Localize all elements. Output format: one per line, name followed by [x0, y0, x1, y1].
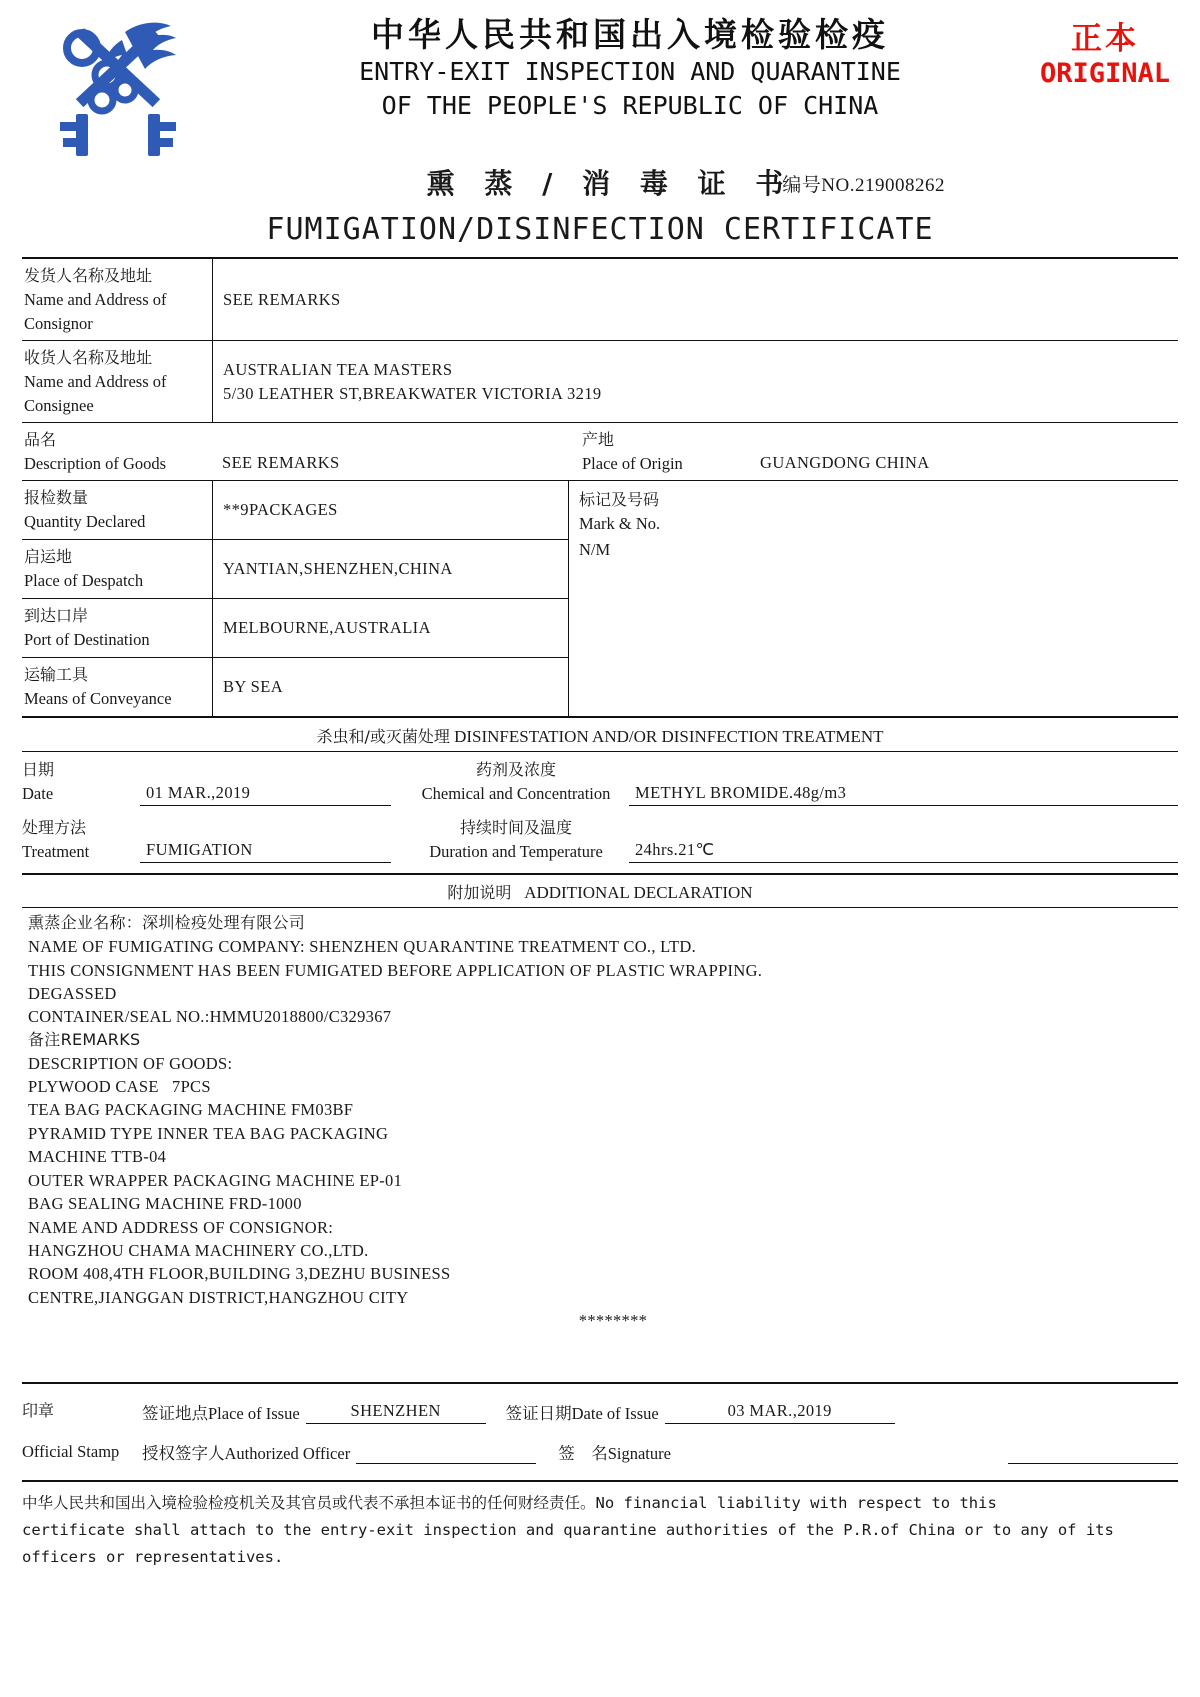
- authorized-officer-label: 授权签字人Authorized Officer: [142, 1444, 351, 1464]
- quantity-label-en: Quantity Declared: [24, 511, 146, 531]
- place-of-issue-value: SHENZHEN: [306, 1401, 486, 1424]
- field-consignor: [22, 259, 1178, 341]
- conveyance-label-en: Means of Conveyance: [24, 688, 172, 708]
- declaration-line: DEGASSED: [28, 984, 117, 1004]
- document-title-cn: 熏 蒸 / 消 毒 证 书: [426, 167, 794, 200]
- additional-declaration-title-en: ADDITIONAL DECLARATION: [524, 883, 753, 903]
- signature-row-issue: [22, 1398, 1178, 1424]
- treatment-method-label: [22, 816, 140, 864]
- consignor-value-text: SEE REMARKS: [223, 290, 341, 310]
- consignee-value-line2: 5/30 LEATHER ST,BREAKWATER VICTORIA 3219: [223, 384, 602, 404]
- consignee-label: [22, 341, 212, 422]
- destination-value-text: MELBOURNE,AUSTRALIA: [223, 618, 431, 638]
- treatment-date-label-cn: 日期: [22, 759, 55, 779]
- declaration-line: TEA BAG PACKAGING MACHINE FM03BF: [28, 1100, 354, 1120]
- field-goods-origin: [22, 423, 1178, 481]
- treatment-row-method: [22, 816, 1178, 864]
- quantity-value: [212, 481, 568, 539]
- mark-value-text: N/M: [579, 539, 611, 559]
- consignor-label: [22, 259, 212, 340]
- goods-label-en: Description of Goods: [24, 453, 167, 473]
- treatment-chemical-label: [391, 758, 629, 806]
- consignee-value: [212, 341, 1178, 422]
- treatment-section-title-en: DISINFESTATION AND/OR DISINFECTION TREATMENT: [454, 726, 884, 746]
- treatment-duration-label-cn: 持续时间及温度: [459, 817, 572, 837]
- field-goods: [22, 423, 570, 480]
- mark-label-cn: 标记及号码: [579, 489, 660, 509]
- goods-value: [212, 445, 570, 480]
- conveyance-value: [212, 658, 568, 716]
- caduceus-key-emblem-icon: [30, 18, 200, 158]
- conveyance-value-text: BY SEA: [223, 677, 284, 697]
- footer-line-1: 中华人民共和国出入境检验检疫机关及其官员或代表不承担本证书的任何财经责任。No financial liability with respect to this: [22, 1494, 997, 1513]
- header-title-en-line2: OF THE PEOPLE'S REPUBLIC OF CHINA: [381, 91, 879, 120]
- official-stamp-label-cn: 印章: [22, 1401, 55, 1421]
- quantity-label: [22, 481, 212, 539]
- declaration-line: HANGZHOU CHAMA MACHINERY CO.,LTD.: [28, 1240, 369, 1260]
- official-stamp-label-en: Official Stamp: [22, 1442, 120, 1462]
- consignee-value-line1: AUSTRALIAN TEA MASTERS: [223, 359, 453, 379]
- document-title-en: FUMIGATION/DISINFECTION CERTIFICATE: [266, 212, 934, 247]
- declaration-line: ROOM 408,4TH FLOOR,BUILDING 3,DEZHU BUSINESS: [28, 1264, 451, 1284]
- declaration-line: MACHINE TTB-04: [28, 1147, 167, 1167]
- treatment-duration-label-en: Duration and Temperature: [429, 841, 603, 861]
- treatment-duration-value: 24hrs.21℃: [629, 840, 1178, 863]
- field-mark: [568, 481, 1178, 716]
- footer-line-2: certificate shall attach to the entry-exit inspection and quarantine authorities of the P.R.of China or to any of its: [22, 1521, 1114, 1540]
- signature-area: [22, 1382, 1178, 1464]
- origin-value-text: GUANGDONG CHINA: [760, 452, 930, 472]
- field-destination: [22, 599, 568, 658]
- despatch-label-cn: 启运地: [24, 546, 73, 566]
- official-stamp-label-en-wrap: [22, 1440, 142, 1464]
- goods-label: [22, 423, 212, 480]
- date-of-issue-label: 签证日期Date of Issue: [505, 1404, 659, 1424]
- authorized-officer-value: [356, 1461, 536, 1464]
- despatch-label: [22, 540, 212, 598]
- quantity-label-cn: 报检数量: [24, 487, 89, 507]
- additional-declaration-title-cn: 附加说明: [447, 883, 512, 903]
- declaration-line: 熏蒸企业名称：深圳检疫处理有限公司: [28, 913, 306, 933]
- goods-value-text: SEE REMARKS: [222, 452, 340, 472]
- destination-label-cn: 到达口岸: [24, 605, 89, 625]
- field-origin: [570, 423, 1178, 480]
- goods-label-cn: 品名: [24, 429, 57, 449]
- treatment-chemical-label-cn: 药剂及浓度: [475, 759, 556, 779]
- origin-label-en: Place of Origin: [582, 453, 683, 473]
- consignee-label-en: Name and Address of Consignee: [24, 371, 167, 415]
- declaration-line: CENTRE,JIANGGAN DISTRICT,HANGZHOU CITY: [28, 1287, 409, 1307]
- despatch-label-en: Place of Despatch: [24, 570, 144, 590]
- destination-label-en: Port of Destination: [24, 629, 150, 649]
- shipment-details: [22, 481, 568, 716]
- consignee-label-cn: 收货人名称及地址: [24, 347, 153, 367]
- despatch-value-text: YANTIAN,SHENZHEN,CHINA: [223, 559, 453, 579]
- treatment-date-value: 01 MAR.,2019: [140, 783, 391, 806]
- declaration-line: OUTER WRAPPER PACKAGING MACHINE EP-01: [28, 1170, 403, 1190]
- conveyance-label: [22, 658, 212, 716]
- treatment-date-label: [22, 758, 140, 806]
- destination-label: [22, 599, 212, 657]
- treatment-grid: [22, 752, 1178, 876]
- declaration-end-marker: ********: [578, 1311, 648, 1331]
- additional-declaration-body: [22, 908, 1178, 1382]
- quantity-value-text: **9PACKAGES: [223, 500, 338, 520]
- field-consignee: [22, 341, 1178, 423]
- treatment-method-label-cn: 处理方法: [22, 817, 87, 837]
- origin-label-cn: 产地: [582, 429, 615, 449]
- header-title-cn: 中华人民共和国出入境检验检疫: [371, 15, 889, 54]
- treatment-row-date: [22, 758, 1178, 806]
- field-conveyance: [22, 658, 568, 716]
- declaration-line: 备注REMARKS: [28, 1029, 141, 1049]
- treatment-method-value: FUMIGATION: [140, 840, 391, 863]
- origin-value: [750, 445, 1178, 480]
- treatment-section-title-cn: 杀虫和/或灭菌处理: [316, 726, 450, 746]
- consignor-value: [212, 259, 1178, 340]
- signature-row-officer: [22, 1440, 1178, 1464]
- treatment-date-label-en: Date: [22, 783, 54, 803]
- declaration-line: PYRAMID TYPE INNER TEA BAG PACKAGING: [28, 1123, 389, 1143]
- document-header: [0, 0, 1200, 152]
- footer-line-3: officers or representatives.: [22, 1548, 284, 1567]
- original-stamp: [1040, 22, 1170, 90]
- original-label-cn: 正本: [1070, 21, 1139, 57]
- shipment-block: [22, 481, 1178, 718]
- original-label-en: ORIGINAL: [1039, 58, 1170, 90]
- declaration-line: PLYWOOD CASE 7PCS: [28, 1077, 211, 1096]
- signature-label: 签 名Signature: [558, 1444, 671, 1464]
- certificate-form: [22, 257, 1178, 1571]
- liability-footer: [22, 1480, 1178, 1571]
- additional-declaration-title: [22, 875, 1178, 908]
- treatment-method-label-en: Treatment: [22, 841, 90, 861]
- treatment-chemical-label-en: Chemical and Concentration: [421, 783, 611, 803]
- declaration-line: NAME OF FUMIGATING COMPANY: SHENZHEN QUARANTINE TREATMENT CO., LTD.: [28, 937, 697, 957]
- consignor-label-en: Name and Address of Consignor: [24, 290, 167, 333]
- document-number-label: 编号NO.: [782, 175, 855, 196]
- document-number-value: 219008262: [855, 175, 945, 196]
- declaration-line: CONTAINER/SEAL NO.:HMMU2018800/C329367: [28, 1007, 392, 1027]
- declaration-line: THIS CONSIGNMENT HAS BEEN FUMIGATED BEFORE APPLICATION OF PLASTIC WRAPPING.: [28, 960, 763, 980]
- mark-label-en: Mark & No.: [579, 514, 661, 534]
- conveyance-label-cn: 运输工具: [24, 664, 89, 684]
- header-title-en-line1: ENTRY-EXIT INSPECTION AND QUARANTINE: [359, 57, 901, 87]
- despatch-value: [212, 540, 568, 598]
- consignor-label-cn: 发货人名称及地址: [24, 266, 153, 285]
- declaration-line: NAME AND ADDRESS OF CONSIGNOR:: [28, 1217, 334, 1237]
- official-stamp-label: [22, 1398, 142, 1424]
- origin-label: [580, 423, 750, 480]
- treatment-section-title: [22, 718, 1178, 752]
- document-number: [782, 170, 945, 197]
- destination-value: [212, 599, 568, 657]
- place-of-issue-label: 签证地点Place of Issue: [142, 1404, 300, 1424]
- treatment-chemical-value: METHYL BROMIDE.48g/m3: [629, 783, 1178, 806]
- field-despatch: [22, 540, 568, 599]
- date-of-issue-value: 03 MAR.,2019: [665, 1401, 895, 1424]
- declaration-line: BAG SEALING MACHINE FRD-1000: [28, 1194, 302, 1214]
- treatment-duration-label: [391, 816, 629, 864]
- field-quantity: [22, 481, 568, 540]
- declaration-line: DESCRIPTION OF GOODS:: [28, 1053, 233, 1073]
- signature-value: [1008, 1461, 1178, 1464]
- document-title-row: [0, 162, 1200, 206]
